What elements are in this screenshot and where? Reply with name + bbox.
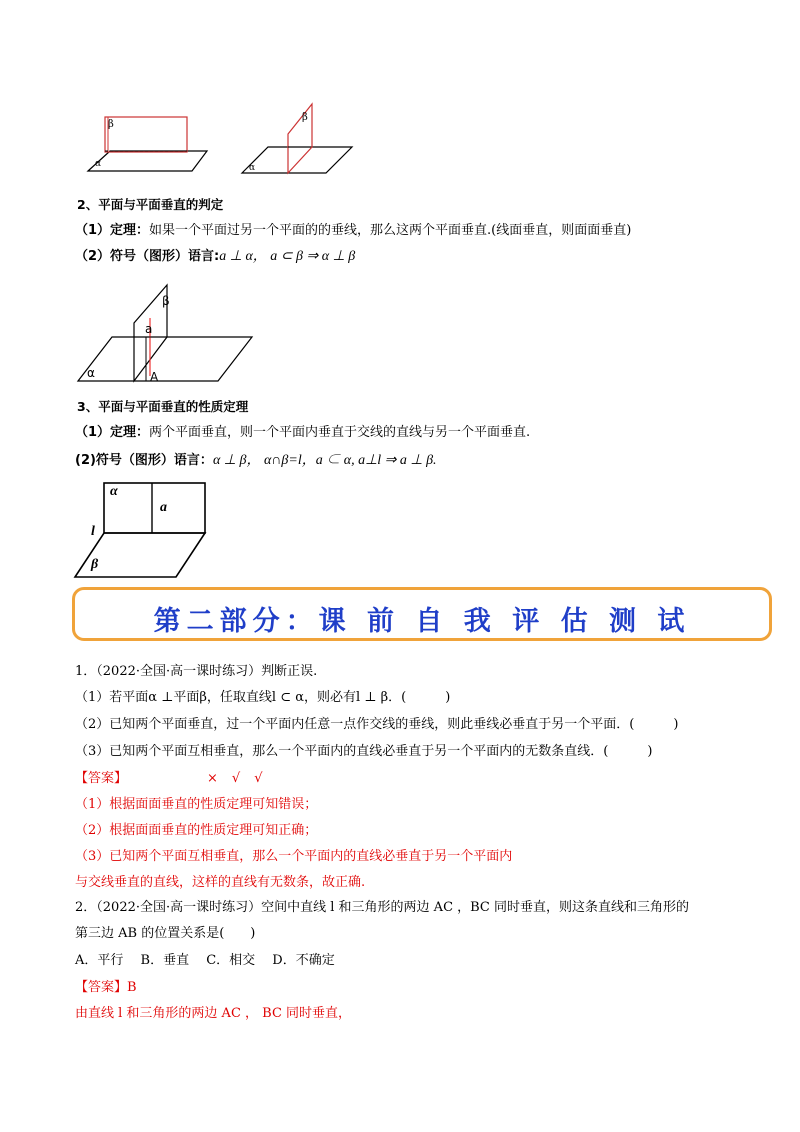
question-options: A．平行 B．垂直 C．相交 D．不确定 xyxy=(75,953,335,968)
label-a: a xyxy=(145,322,153,336)
answer-line xyxy=(75,979,137,997)
explanation-line: （2）根据面面垂直的性质定理可知正确； xyxy=(75,823,318,838)
answer-value: B xyxy=(127,980,137,995)
label-alpha: α xyxy=(110,484,118,499)
explanation-line: 与交线垂直的直线，这样的直线有无数条，故正确. xyxy=(75,875,366,890)
label-beta: β xyxy=(91,557,99,572)
label-alpha: α xyxy=(87,366,95,380)
answer-label: 【答案】 xyxy=(75,980,128,995)
symbol-label: （2）符号（图形）语言: xyxy=(75,249,220,264)
banner-title: 第二部分：课 前 自 我 评 估 测 试 xyxy=(153,606,691,637)
question-item: （1）若平面α ⊥平面β，任取直线l ⊂ α，则必有l ⊥ β．( ) xyxy=(75,690,451,705)
label-a: a xyxy=(160,500,167,515)
theorem-text: 如果一个平面过另一个平面的的垂线，那么这两个平面垂直.(线面垂直，则面面垂直) xyxy=(149,223,632,238)
question-item: （3）已知两个平面互相垂直，那么一个平面内的直线必垂直于另一个平面内的无数条直线．( ) xyxy=(75,744,653,759)
question-stem: 2．（2022·全国·高一课时练习）空间中直线 l 和三角形的两边 AC ，BC 同时垂直，则这条直线和三角形的 xyxy=(75,900,690,915)
label-beta: β xyxy=(162,294,170,308)
question-stem: 1．（2022·全国·高一课时练习）判断正误. xyxy=(75,664,318,679)
section-heading: 3、平面与平面垂直的性质定理 xyxy=(77,399,249,414)
label-l: l xyxy=(91,524,95,539)
question-item: （2）已知两个平面垂直，过一个平面内任意一点作交线的垂线，则此垂线必垂直于另一个平面．( ) xyxy=(75,717,679,732)
symbol-formula: a ⊥ α， a ⊂ β ⇒ α ⊥ β xyxy=(219,249,356,264)
answer-label: 【答案】 xyxy=(75,771,128,786)
explanation-line: （1）根据面面垂直的性质定理可知错误； xyxy=(75,797,318,812)
label-alpha: α xyxy=(249,163,256,173)
theorem-label: （1）定理： xyxy=(75,223,150,238)
answer-mark: × xyxy=(207,771,218,786)
symbol-formula: α ⊥ β， α∩β=l，a ⊂ α, a⊥l ⇒ a ⊥ β. xyxy=(212,453,437,468)
answer-line xyxy=(75,770,263,788)
answer-mark: √ xyxy=(254,771,263,786)
section-banner xyxy=(72,587,772,641)
answer-mark: √ xyxy=(231,771,241,786)
symbol-label: (2)符号（图形）语言： xyxy=(75,453,213,468)
label-A: A xyxy=(150,370,159,384)
label-alpha: α xyxy=(95,159,102,169)
section-heading: 2、平面与平面垂直的判定 xyxy=(77,197,224,212)
label-beta: β xyxy=(108,119,114,130)
explanation-line: 由直线 l 和三角形的两边 AC ， BC 同时垂直， xyxy=(75,1006,352,1021)
theorem-text: 两个平面垂直，则一个平面内垂直于交线的直线与另一个平面垂直. xyxy=(149,425,531,440)
label-beta: β xyxy=(302,112,308,123)
question-stem-cont: 第三边 AB 的位置关系是( ) xyxy=(75,926,256,941)
theorem-label: （1）定理： xyxy=(75,425,150,440)
explanation-line: （3）已知两个平面互相垂直，那么一个平面内的直线必垂直于另一个平面内 xyxy=(75,849,513,864)
